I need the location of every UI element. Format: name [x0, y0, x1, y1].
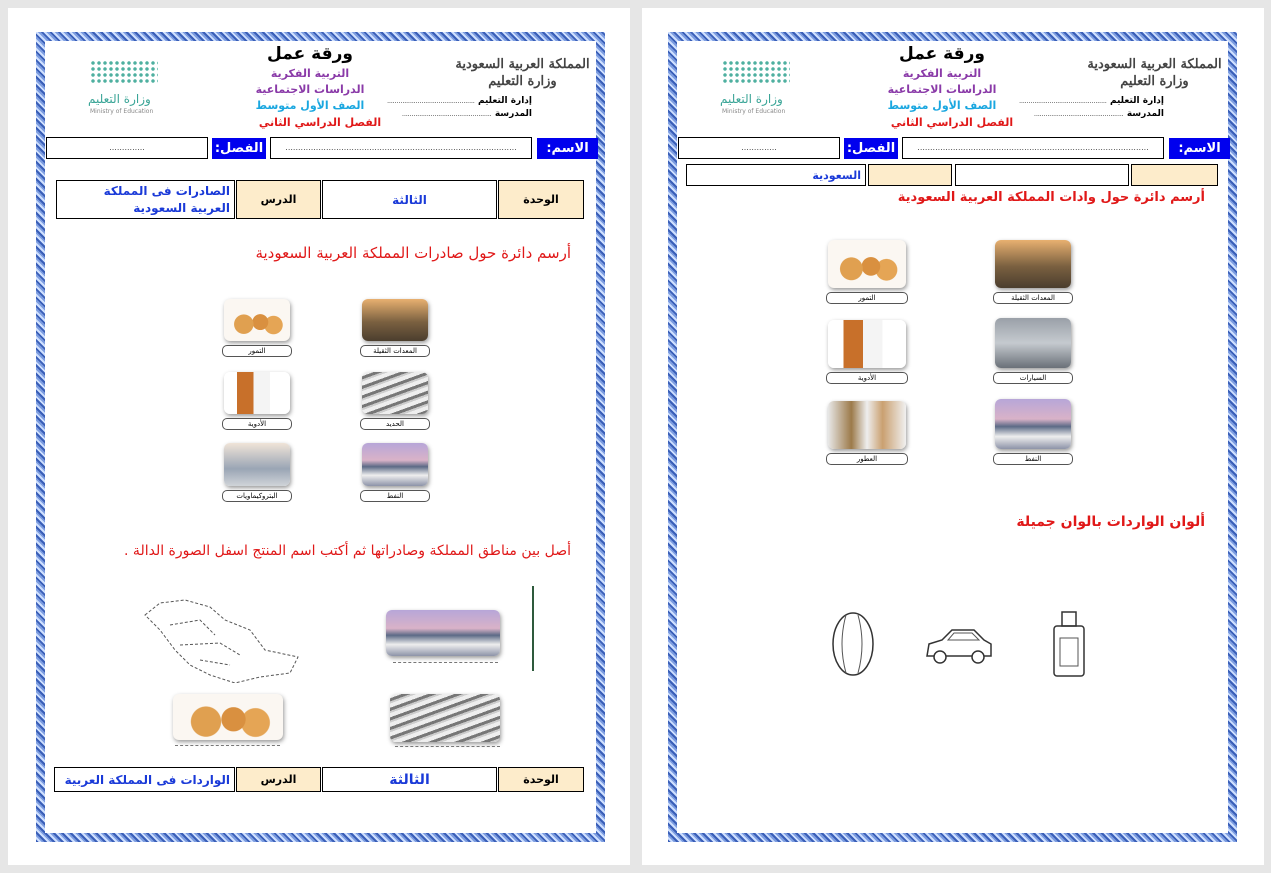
- moe-logo-en: Ministry of Education: [722, 108, 786, 115]
- term-line: الفصل الدراسي الثاني: [890, 116, 1014, 129]
- product-image-oil[interactable]: [995, 399, 1071, 449]
- divider: [532, 586, 534, 671]
- admin-label: إدارة التعليم: [477, 96, 532, 106]
- product-image-cars[interactable]: [995, 318, 1071, 368]
- worksheet-title: ورقة عمل: [267, 44, 353, 64]
- oil-image: [386, 610, 500, 656]
- product-image-dates[interactable]: [224, 299, 290, 341]
- name-label: الاسم:: [537, 138, 598, 159]
- product-image-oil[interactable]: [362, 443, 428, 486]
- answer-line[interactable]: [395, 746, 500, 747]
- product-label: التمور: [222, 345, 292, 357]
- school-line: [385, 109, 532, 119]
- product-label: الأدوية: [222, 418, 292, 430]
- moe-logo-ar: وزارة التعليم: [720, 92, 783, 106]
- school-line: [1017, 109, 1164, 119]
- school-input[interactable]: ...............................................: [1034, 111, 1124, 118]
- admin-label: إدارة التعليم: [1109, 96, 1164, 106]
- moe-logo-icon: [90, 60, 158, 84]
- instruction: أرسم دائرة حول صادرات المملكة العربية السعودية: [255, 244, 571, 262]
- subject-line: الدراسات الاجتماعية: [255, 83, 365, 96]
- dates-image: [173, 694, 283, 740]
- date-fruit-icon[interactable]: [828, 610, 878, 678]
- saudi-map[interactable]: [140, 595, 305, 683]
- subject-line: التربية الفكرية: [270, 67, 350, 80]
- unit-value: الثالثة: [322, 180, 497, 219]
- product-image-meds[interactable]: [828, 320, 906, 368]
- lesson-value: الصادرات فى المملكة العربية السعودية: [56, 180, 235, 219]
- lesson-label: الدرس: [236, 180, 321, 219]
- product-image-equip[interactable]: [362, 299, 428, 341]
- product-label: الحديد: [360, 418, 430, 430]
- page2-header: [632, 0, 1254, 170]
- product-label: السيارات: [993, 372, 1073, 384]
- product-label: البتروكيماويات: [222, 490, 292, 502]
- admin-line: [1017, 96, 1164, 106]
- name-label: الاسم:: [1169, 138, 1230, 159]
- product-image-petro[interactable]: [224, 443, 290, 486]
- answer-line[interactable]: [393, 662, 498, 663]
- product-label: التمور: [826, 292, 908, 304]
- car-icon[interactable]: [924, 626, 994, 668]
- unit-label: [1131, 164, 1218, 186]
- admin-input[interactable]: ..............................................: [1019, 98, 1107, 105]
- term-line: الفصل الدراسي الثاني: [258, 116, 382, 129]
- kingdom-logo: المملكة العربية السعودية وزارة التعليم: [455, 57, 590, 89]
- school-label: المدرسة: [494, 109, 532, 119]
- unit-label: الوحدة: [498, 767, 584, 792]
- grade-line: الصف الأول متوسط: [887, 99, 997, 112]
- moe-logo-en: Ministry of Education: [90, 108, 154, 115]
- unit-value: [955, 164, 1129, 186]
- instruction: أصل بين مناطق المملكة وصادراتها ثم أكتب اسم المنتج اسفل الصورة الدالة .: [124, 543, 571, 559]
- subject-line: التربية الفكرية: [902, 67, 982, 80]
- lesson-label: الدرس: [236, 767, 321, 792]
- product-image-iron[interactable]: [362, 372, 428, 414]
- kingdom-logo: المملكة العربية السعودية وزارة التعليم: [1087, 57, 1222, 89]
- class-label: الفصل:: [844, 138, 898, 159]
- school-input[interactable]: ...............................................: [402, 111, 492, 118]
- unit-value: الثالثة: [322, 767, 497, 792]
- product-image-dates[interactable]: [828, 240, 906, 288]
- answer-line[interactable]: [175, 745, 280, 746]
- school-label: المدرسة: [1126, 109, 1164, 119]
- product-label: المعدات الثقيلة: [993, 292, 1073, 304]
- instruction: ألوان الواردات بالوان جميلة: [1016, 514, 1205, 530]
- product-label: العطور: [826, 453, 908, 465]
- iron-image: [390, 694, 500, 742]
- admin-line: [385, 96, 532, 106]
- name-input[interactable]: ...........................................................................................: [902, 137, 1164, 159]
- lesson-value: الواردات فى المملكة العربية: [54, 767, 235, 792]
- class-input[interactable]: ..............: [46, 137, 208, 159]
- name-input[interactable]: ...........................................................................................: [270, 137, 532, 159]
- lesson-value: السعودية: [686, 164, 866, 186]
- product-label: الأدوية: [826, 372, 908, 384]
- grade-line: الصف الأول متوسط: [255, 99, 365, 112]
- class-input[interactable]: ..............: [678, 137, 840, 159]
- class-label: الفصل:: [212, 138, 266, 159]
- product-image-perf[interactable]: [828, 401, 906, 449]
- unit-label: الوحدة: [498, 180, 584, 219]
- moe-logo-icon: [722, 60, 790, 84]
- product-image-meds[interactable]: [224, 372, 290, 414]
- subject-line: الدراسات الاجتماعية: [887, 83, 997, 96]
- product-image-equip[interactable]: [995, 240, 1071, 288]
- perfume-bottle-icon[interactable]: [1050, 610, 1088, 680]
- lesson-label: [868, 164, 952, 186]
- admin-input[interactable]: ..............................................: [387, 98, 475, 105]
- product-label: المعدات الثقيلة: [360, 345, 430, 357]
- worksheet-title: ورقة عمل: [899, 44, 985, 64]
- instruction: أرسم دائرة حول وادات المملكة العربية السعودية: [897, 190, 1205, 205]
- page1-header: [0, 0, 622, 170]
- product-label: النفط: [993, 453, 1073, 465]
- moe-logo-ar: وزارة التعليم: [88, 92, 151, 106]
- product-label: النفط: [360, 490, 430, 502]
